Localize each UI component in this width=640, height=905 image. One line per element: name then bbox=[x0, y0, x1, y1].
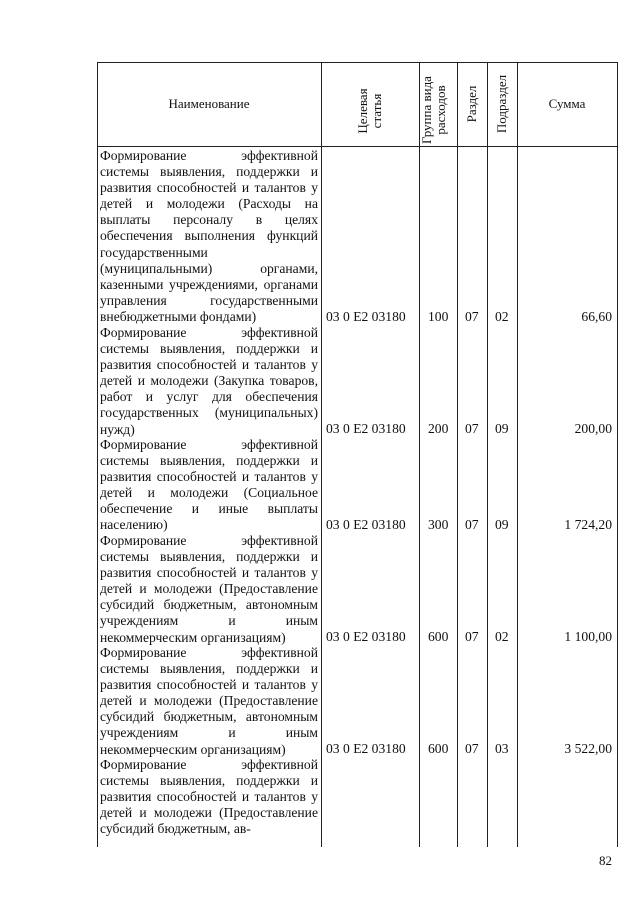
row-3-sum: 1 724,20 bbox=[564, 517, 612, 532]
row-5-code: 03 0 E2 03180 bbox=[326, 741, 406, 756]
row-1-code: 03 0 E2 03180 bbox=[326, 309, 406, 324]
column-border-name-code bbox=[321, 62, 322, 847]
row-3-code: 03 0 E2 03180 bbox=[326, 517, 406, 532]
column-border-section-subsection bbox=[487, 62, 488, 847]
row-5-subsection: 03 bbox=[495, 741, 509, 756]
row-5-section: 07 bbox=[465, 741, 479, 756]
row-3-name: Формирование эффективной системы выявления, поддержки и развития способностей и талантов у детей и молодежи (Социальное обеспечение и иные выплаты населению) bbox=[100, 437, 318, 533]
header-section: Раздел bbox=[464, 85, 479, 123]
row-1-name: Формирование эффективной системы выявления, поддержки и развития способностей и талантов у детей и молодежи (Расходы на выплаты персоналу в целях обеспечения выполнения функций государственными (муниципальными) органами, казенными учреждениями, органами управления государственными внебюджетными фондами) bbox=[100, 148, 318, 324]
row-4-sum: 1 100,00 bbox=[564, 629, 612, 644]
row-4-name: Формирование эффективной системы выявления, поддержки и развития способностей и талантов у детей и молодежи (Предоставление субсидий бюджетным, автономным учреждениям и иным некоммерческим организациям) bbox=[100, 533, 318, 645]
column-border-subsection-sum bbox=[517, 62, 518, 847]
row-2-section: 07 bbox=[465, 421, 479, 436]
header-sum: Сумма bbox=[548, 96, 586, 111]
row-6-name: Формирование эффективной системы выявления, поддержки и развития способностей и талантов у детей и молодежи (Предоставление субсидий бюджетным, ав- bbox=[100, 757, 318, 837]
row-1-sum: 66,60 bbox=[581, 309, 612, 324]
row-2-name: Формирование эффективной системы выявления, поддержки и развития способностей и талантов у детей и молодежи (Закупка товаров, работ и услуг для обеспечения государственных (муниципальных) нужд) bbox=[100, 325, 318, 437]
row-5-name: Формирование эффективной системы выявления, поддержки и развития способностей и талантов у детей и молодежи (Предоставление субсидий бюджетным, автономным учреждениям и иным некоммерческим организациям) bbox=[100, 645, 318, 757]
row-4-section: 07 bbox=[465, 629, 479, 644]
column-border-left bbox=[97, 62, 98, 847]
row-5-sum: 3 522,00 bbox=[564, 741, 612, 756]
row-1-subsection: 02 bbox=[495, 309, 509, 324]
row-3-section: 07 bbox=[465, 517, 479, 532]
table-top-border bbox=[97, 62, 617, 63]
row-2-sum: 200,00 bbox=[574, 421, 612, 436]
row-2-subsection: 09 bbox=[495, 421, 509, 436]
column-border-right bbox=[617, 62, 618, 847]
row-2-group: 200 bbox=[428, 421, 449, 436]
header-target-article: Целевая статья bbox=[355, 88, 384, 134]
header-name: Наименование bbox=[168, 96, 250, 111]
row-4-subsection: 02 bbox=[495, 629, 509, 644]
row-3-group: 300 bbox=[428, 517, 449, 532]
row-1-group: 100 bbox=[428, 309, 449, 324]
header-subsection: Подраздел bbox=[494, 74, 509, 134]
row-3-subsection: 09 bbox=[495, 517, 509, 532]
row-1-section: 07 bbox=[465, 309, 479, 324]
column-border-group-section bbox=[457, 62, 458, 847]
row-2-code: 03 0 E2 03180 bbox=[326, 421, 406, 436]
header-expense-group: Группа вида расходов bbox=[419, 76, 448, 144]
row-5-group: 600 bbox=[428, 741, 449, 756]
page-number: 82 bbox=[599, 853, 612, 868]
column-border-code-group bbox=[419, 62, 420, 847]
row-4-code: 03 0 E2 03180 bbox=[326, 629, 406, 644]
row-4-group: 600 bbox=[428, 629, 449, 644]
